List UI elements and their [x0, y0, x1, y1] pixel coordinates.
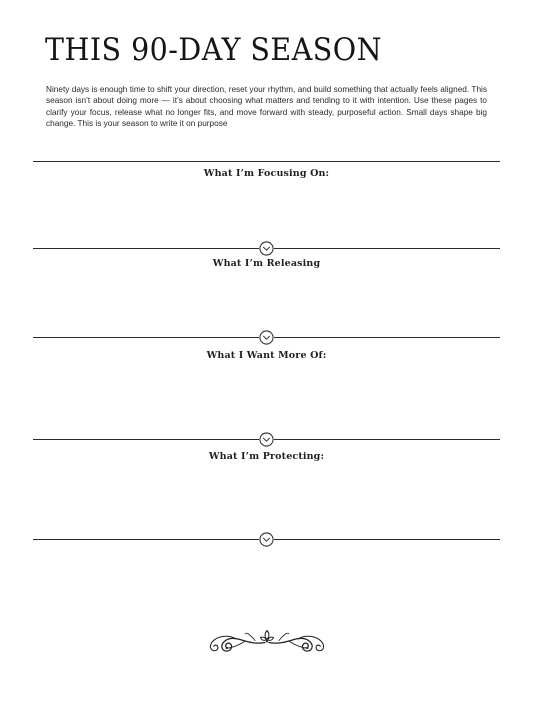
section-releasing-label: What I’m Releasing — [212, 258, 321, 269]
section-focusing-label: What I’m Focusing On: — [203, 168, 330, 179]
floral-flourish-icon — [205, 627, 329, 653]
intro-paragraph: Ninety days is enough time to shift your direction, reset your rhythm, and build something that actually feels aligned. This season isn’t about doing more — it’s about choosing what matters and tending to it with intention. Use these pages to clarify your focus, release what no longer fits, and move forward with steady, purposeful action. Small days shape big change. This is your season to write it on purpose — [46, 85, 487, 128]
chevron-down-icon — [259, 241, 274, 256]
section-more-of-label: What I Want More Of: — [206, 350, 327, 361]
section-protecting-label: What I’m Protecting: — [208, 451, 325, 462]
chevron-down-icon — [259, 330, 274, 345]
chevron-down-icon — [259, 532, 274, 547]
top-divider — [33, 161, 500, 162]
chevron-down-icon — [259, 432, 274, 447]
page-title: THIS 90-DAY SEASON — [45, 32, 383, 68]
